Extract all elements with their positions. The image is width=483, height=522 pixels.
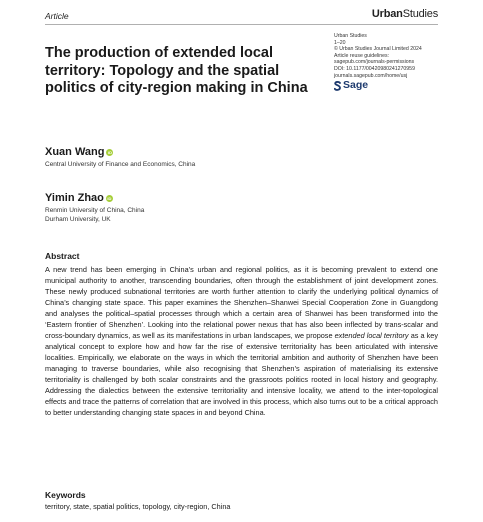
abstract-emphasis: extended local territory [334, 331, 409, 340]
keywords-heading: Keywords [45, 490, 86, 500]
publisher-name: Sage [343, 79, 369, 92]
abstract-text-2: as a key analytical concept to explore how and how far the rise of extensive territoriality has been articulated with intensive localities. Empirically, we elaborate on the ways in which the territorial ambition and authority of Shenzhen have been managing to traverse boundaries, while also recognising that Shenzhen’s aspiration of materialising its extensive territoriality is challenged by both scalar constraints and the grassroots politics rooted in local history and geography. Addressing the dialectics between the extensive territoriality and intensive locality, we attend to the inter-topological effects and trace the patterns of correlation that are involved in this process, which also turns out to be a critical approach to better understanding changing state spaces in and beyond China. [45, 331, 439, 417]
author-1-affiliation: Central University of Finance and Economics, China [45, 161, 196, 168]
abstract-body [45, 264, 438, 418]
journal-logo [372, 8, 438, 20]
orcid-icon[interactable] [106, 195, 113, 202]
meta-reuse-label: Article reuse guidelines: [334, 52, 390, 59]
header-divider [45, 24, 438, 25]
author-2 [45, 192, 144, 224]
author-2-affiliation-2: Durham University, UK [45, 215, 111, 223]
journal-logo-bold: Urban [371, 8, 403, 20]
meta-journal: Urban Studies [334, 33, 367, 39]
meta-doi[interactable]: DOI: 10.1177/00420980241270959 [334, 65, 415, 72]
meta-homepage[interactable]: journals.sagepub.com/home/usj [334, 72, 408, 79]
article-title: The production of extended local territory: Topology and the spatial politics of city-region making in China [45, 45, 308, 96]
orcid-icon[interactable] [106, 149, 113, 156]
meta-reuse-link[interactable]: sagepub.com/journals-permissions [334, 59, 415, 66]
author-2-affiliation-1: Renmin University of China, China [45, 207, 145, 214]
keywords-list: territory, state, spatial politics, topology, city-region, China [45, 502, 231, 511]
author-2-name: Yimin Zhao [45, 192, 104, 204]
article-type-label: Article [45, 11, 69, 21]
author-1 [45, 146, 195, 170]
sage-s-icon [334, 81, 341, 91]
meta-pages: 1–20 [334, 39, 346, 46]
author-1-name: Xuan Wang [45, 146, 105, 158]
meta-copyright: © Urban Studies Journal Limited 2024 [334, 46, 422, 53]
publication-meta [334, 33, 444, 91]
publisher-logo [334, 80, 444, 91]
abstract-text-1: A new trend has been emerging in China’s urban and regional politics, as it is becoming prevalent to extend one municipal authority to another, transcending boundaries, often through the establishment of joint development zones. These newly produced subnational territories are worth further attention to clarify the underlying political dynamics of China’s changing state space. This paper examines the Shenzhen–Shanwei Special Cooperation Zone in Guangdong and analyses the political–spatial processes through which a certain area of Shanwei has been transformed into the ‘Eastern frontier of Shenzhen’. Looking into the relational power nexus that has also been inflected by trans-scalar and cross-boundary dynamics, as well as its manifestations in urban landscapes, we propose [45, 265, 438, 340]
abstract-heading: Abstract [45, 251, 80, 261]
journal-logo-regular: Studies [402, 8, 438, 20]
